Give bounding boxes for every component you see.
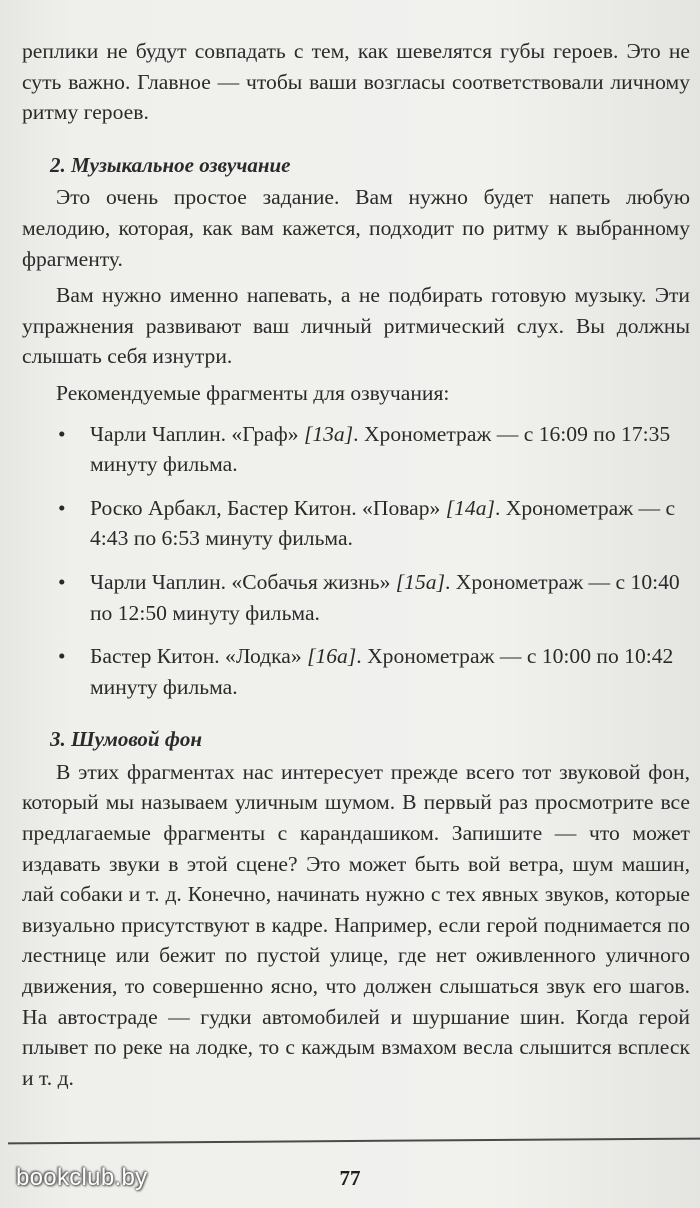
bullet-icon: • — [58, 644, 66, 669]
reference: [14а] — [445, 495, 495, 520]
reference: [13а] — [303, 421, 354, 446]
list-item: • Бастер Китон. «Лодка» [16а]. Хронометраж — с 10:00 по 10:42 минуту фильма. — [22, 641, 690, 702]
bullet-icon: • — [58, 569, 66, 594]
bullet-icon: • — [58, 495, 66, 520]
intro-paragraph: реплики не будут совпадать с тем, как шевелятся губы героев. Это не суть важно. Главное — чтобы ваши возгласы соответствовали личному ритму героев. — [22, 39, 690, 125]
reference: [16а] — [307, 644, 357, 669]
section-3-paragraph-1: В этих фрагментах нас интересует прежде всего тот звуковой фон, который мы называем уличным шумом. В первый раз просмотрите все предлагаемые фрагменты с карандашиком. Запишите — что может издавать звуки в этой сцене? Это может быть вой ветра, шум машин, лай собаки и т. д. Конечно, начинать нужно с тех явных звуков, которые визуально присутствуют в кадре. Например, если герой поднимается по лестнице или бежит по пустой улице, где нет оживленного уличного движения, то совершенно ясно, что должен слышаться звук его шагов. На автостраде — гудки автомобилей и шуршание шин. Когда герой плывет по реке на лодке, то с каждым взмахом весла слышится всплеск и т. д. — [22, 759, 690, 1090]
footer-divider — [8, 1138, 700, 1145]
section-2-paragraph-2: Вам нужно именно напевать, а не подбирать готовую музыку. Эти упражнения развивают ваш личный ритмический слух. Вы должны слышать себя изнутри. — [22, 283, 690, 369]
list-item: • Чарли Чаплин. «Собачья жизнь» [15а]. Хронометраж — с 10:40 по 12:50 минуту фильма. — [22, 567, 690, 628]
section-2-title: 2. Музыкальное озвучание — [50, 152, 291, 177]
reference: [15а] — [395, 569, 445, 594]
section-2-paragraph-3: Рекомендуемые фрагменты для озвучания: — [56, 380, 450, 405]
section-2-paragraph-1: Это очень простое задание. Вам нужно будет напеть любую мелодию, которая, как вам кажется, подходит по ритму к выбранному фрагменту. — [22, 185, 690, 271]
list-item: • Чарли Чаплин. «Граф» [13а]. Хронометраж — с 16:09 по 17:35 минуту фильма. — [22, 419, 690, 480]
page-number: 77 — [339, 1166, 361, 1190]
list-item: • Роско Арбакл, Бастер Китон. «Повар» [14а]. Хронометраж — с 4:43 по 6:53 минуту фильма. — [22, 493, 690, 554]
fragment-list — [22, 419, 690, 703]
watermark-logo: bookclub.by — [16, 1164, 148, 1191]
bullet-icon: • — [58, 421, 66, 446]
section-3-title: 3. Шумовой фон — [50, 727, 203, 752]
text-column — [22, 36, 690, 1093]
